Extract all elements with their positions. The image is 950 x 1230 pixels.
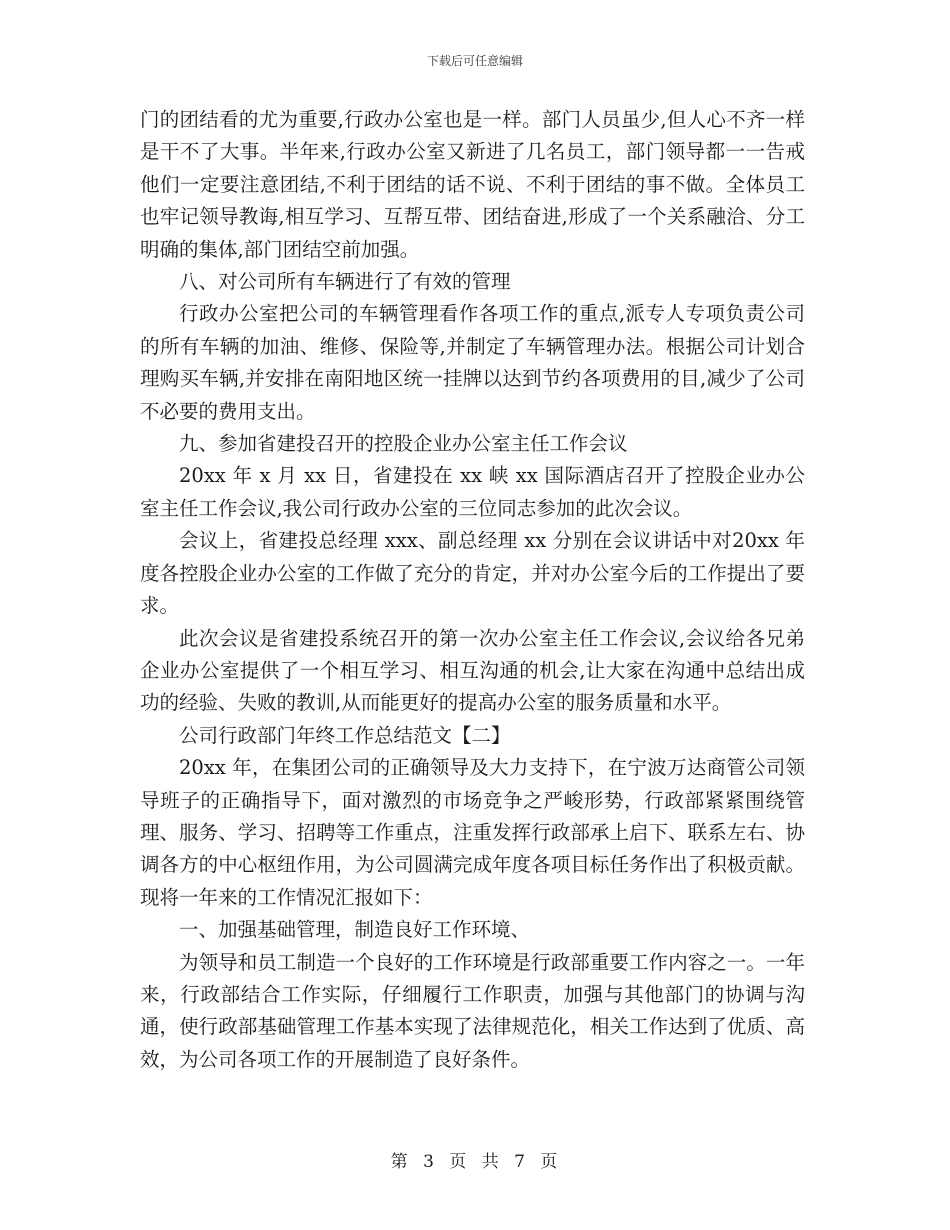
paragraph-5: 此次会议是省建投系统召开的第一次办公室主任工作会议,会议给各兄弟企业办公室提供了一个相互学习、相互沟通的机会,让大家在沟通中总结出成功的经验、失败的教训,从而能更好的提高办公室的服务质量和水平。 — [140, 626, 805, 715]
document-body — [140, 104, 805, 1076]
paragraph-4: 会议上，省建投总经理 xxx、副总经理 xx 分别在会议讲话中对20xx 年度各控股企业办公室的工作做了充分的肯定，并对办公室今后的工作提出了要求。 — [140, 529, 805, 618]
page-number: 第 3 页 共 7 页 — [390, 1152, 560, 1172]
paragraph-2: 行政办公室把公司的车辆管理看作各项工作的重点,派专人专项负责公司的所有车辆的加油、维修、保险等,并制定了车辆管理办法。根据公司计划合理购买车辆,并安排在南阳地区统一挂牌以达到节约各项费用的目,减少了公司不必要的费用支出。 — [140, 302, 805, 423]
paragraph-6: 20xx 年，在集团公司的正确领导及大力支持下，在宁波万达商管公司领导班子的正确指导下，面对激烈的市场竞争之严峻形势，行政部紧紧围绕管理、服务、学习、招聘等工作重点，注重发挥行政部承上启下、联系左右、协调各方的中心枢纽作用，为公司圆满完成年度各项目标任务作出了积极贡献。现将一年来的工作情况汇报如下： — [140, 756, 805, 909]
section-heading-9: 九、参加省建投召开的控股企业办公室主任工作会议 — [179, 432, 628, 456]
section-heading-1: 一、加强基础管理，制造良好工作环境、 — [179, 918, 531, 942]
document-subtitle: 公司行政部门年终工作总结范文【二】 — [179, 723, 511, 747]
page-header-note: 下载后可任意编辑 — [426, 54, 523, 68]
paragraph-1: 门的团结看的尤为重要,行政办公室也是一样。部门人员虽少,但人心不齐一样是干不了大事。半年来,行政办公室又新进了几名员工，部门领导都一一告戒他们一定要注意团结,不利于团结的话不说、不利于团结的事不做。全体员工也牢记领导教诲,相互学习、互帮互带、团结奋进,形成了一个关系融洽、分工明确的集体,部门团结空前加强。 — [140, 108, 805, 261]
paragraph-3: 20xx 年 x 月 xx 日，省建投在 xx 峡 xx 国际酒店召开了控股企业办公室主任工作会议,我公司行政办公室的三位同志参加的此次会议。 — [140, 464, 805, 520]
section-heading-8: 八、对公司所有车辆进行了有效的管理 — [179, 270, 511, 294]
paragraph-7: 为领导和员工制造一个良好的工作环境是行政部重要工作内容之一。一年来，行政部结合工作实际，仔细履行工作职责，加强与其他部门的协调与沟通，使行政部基础管理工作基本实现了法律规范化，相关工作达到了优质、高效，为公司各项工作的开展制造了良好条件。 — [140, 950, 805, 1071]
